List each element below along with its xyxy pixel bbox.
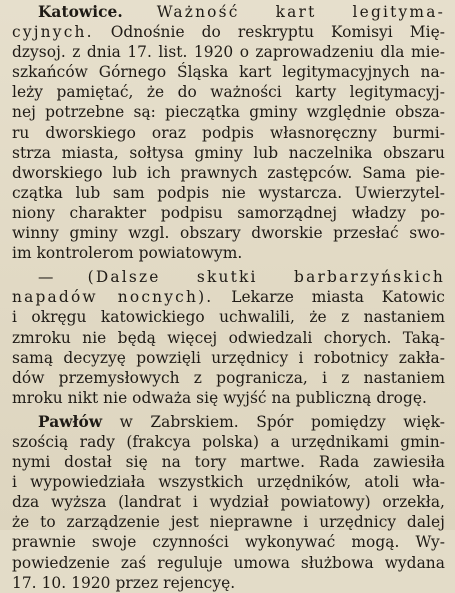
- article-line: [12, 2, 445, 22]
- article-line: [12, 452, 445, 472]
- line-text: i wypowiedziała wszystkich urzędników, atoli wła-: [12, 473, 445, 492]
- article-title: Ważność kart legityma-: [156, 3, 445, 21]
- line-text: szością rady (frakcya polska) a urzędnikami gmin-: [12, 432, 445, 451]
- article-line: [12, 243, 445, 263]
- article-block: [12, 412, 445, 593]
- article-block: [12, 267, 445, 408]
- line-text: dzysoj. z dnia 17. list. 1920 o zaprowadzeniu dla mie-: [12, 43, 445, 62]
- article-line: [12, 223, 445, 243]
- line-text: czątka lub sam podpis nie wystarcza. Uwierzytel-: [12, 183, 445, 202]
- line-text: Odnośnie do reskryptu Komisyi Mię-: [93, 23, 445, 42]
- line-text: dworskiego lub ich prawnych zastępców. Sama pie-: [12, 163, 445, 182]
- line-text: im kontrolerom powiatowym.: [12, 244, 243, 263]
- line-text: dza wyższa (landrat i wydział powiatowy) orzekła,: [12, 493, 445, 512]
- line-text: Lekarze miasta Katowic: [213, 288, 445, 307]
- line-text: nej potrzebne są: pieczątka gminy względnie obsza-: [12, 103, 445, 122]
- line-text: powiedzenie zaś reguluje umowa służbowa wydana: [12, 553, 445, 572]
- line-text: niony charakter podpisu samorządnej władzy po-: [12, 203, 445, 222]
- article-line: [12, 82, 445, 102]
- line-text: ru dworskiego oraz podpis własnoręczny burmi-: [12, 123, 445, 142]
- article-line: [12, 62, 445, 82]
- article-subhead: (Dalsze skutki barbarzyńskich: [87, 268, 445, 287]
- line-text: nymi dostał się na tory martwe. Rada zawiesiła: [12, 453, 445, 472]
- article-line: [12, 512, 445, 532]
- article-line: [12, 42, 445, 62]
- article-line: [12, 472, 445, 492]
- article-line: [12, 22, 445, 42]
- line-text: i okręgu katowickiego uchwalili, że z nastaniem: [12, 308, 445, 327]
- article-line: [12, 328, 445, 348]
- line-text: szkańców Górnego Śląska kart legitymacyjnych na-: [12, 63, 445, 82]
- line-text: dów przemysłowych z pogranicza, i z nastaniem: [12, 368, 445, 387]
- article-line: [12, 573, 445, 593]
- article-line: [12, 348, 445, 368]
- line-text: samą decyzyę powzięli urzędnicy i robotnicy zakła-: [12, 348, 445, 367]
- article-line: [12, 183, 445, 203]
- article-line: [12, 163, 445, 183]
- article-line: [12, 307, 445, 327]
- article-line: [12, 388, 445, 408]
- article-block: [12, 2, 445, 263]
- article-line: [12, 203, 445, 223]
- line-text: [123, 3, 157, 21]
- article-line: [12, 267, 445, 287]
- line-text: winny gminy wzgl. obszary dworskie przesłać swo-: [12, 224, 445, 243]
- line-text: mroku nikt nie odważa się wyjść na publiczną drogę.: [12, 388, 427, 407]
- article-line: [12, 123, 445, 143]
- article-line: [12, 532, 445, 552]
- line-text: w Zabrskiem. Spór pomiędzy więk-: [102, 412, 445, 431]
- article-subhead: napadów nocnych).: [12, 288, 214, 307]
- line-text: zmroku nie będą więcej odwiedzali chorych. Taką-: [12, 328, 445, 347]
- line-text: prawnie swoje czynności wykonywać mogą. Wy-: [12, 533, 445, 552]
- article-line: [12, 287, 445, 307]
- article-line: [12, 102, 445, 122]
- article-line: [12, 412, 445, 432]
- article-place: Katowice.: [38, 3, 123, 21]
- article-place: Pawłów: [38, 412, 103, 431]
- article-line: [12, 492, 445, 512]
- line-text: strza miasta, sołtysa gminy lub naczelnika obszaru: [12, 143, 445, 162]
- line-text: leży pamiętać, że do ważności karty legitymacyj-: [12, 83, 445, 102]
- article-line: [12, 432, 445, 452]
- article-line: [12, 553, 445, 573]
- news-column: [12, 2, 445, 593]
- article-title: cyjnych.: [12, 23, 94, 42]
- line-text: że to zarządzenie jest nieprawne i urzędnicy dalej: [12, 513, 445, 532]
- line-text: 17. 10. 1920 przez rejencyę.: [12, 573, 236, 592]
- article-line: [12, 143, 445, 163]
- line-text: —: [38, 268, 88, 287]
- article-line: [12, 368, 445, 388]
